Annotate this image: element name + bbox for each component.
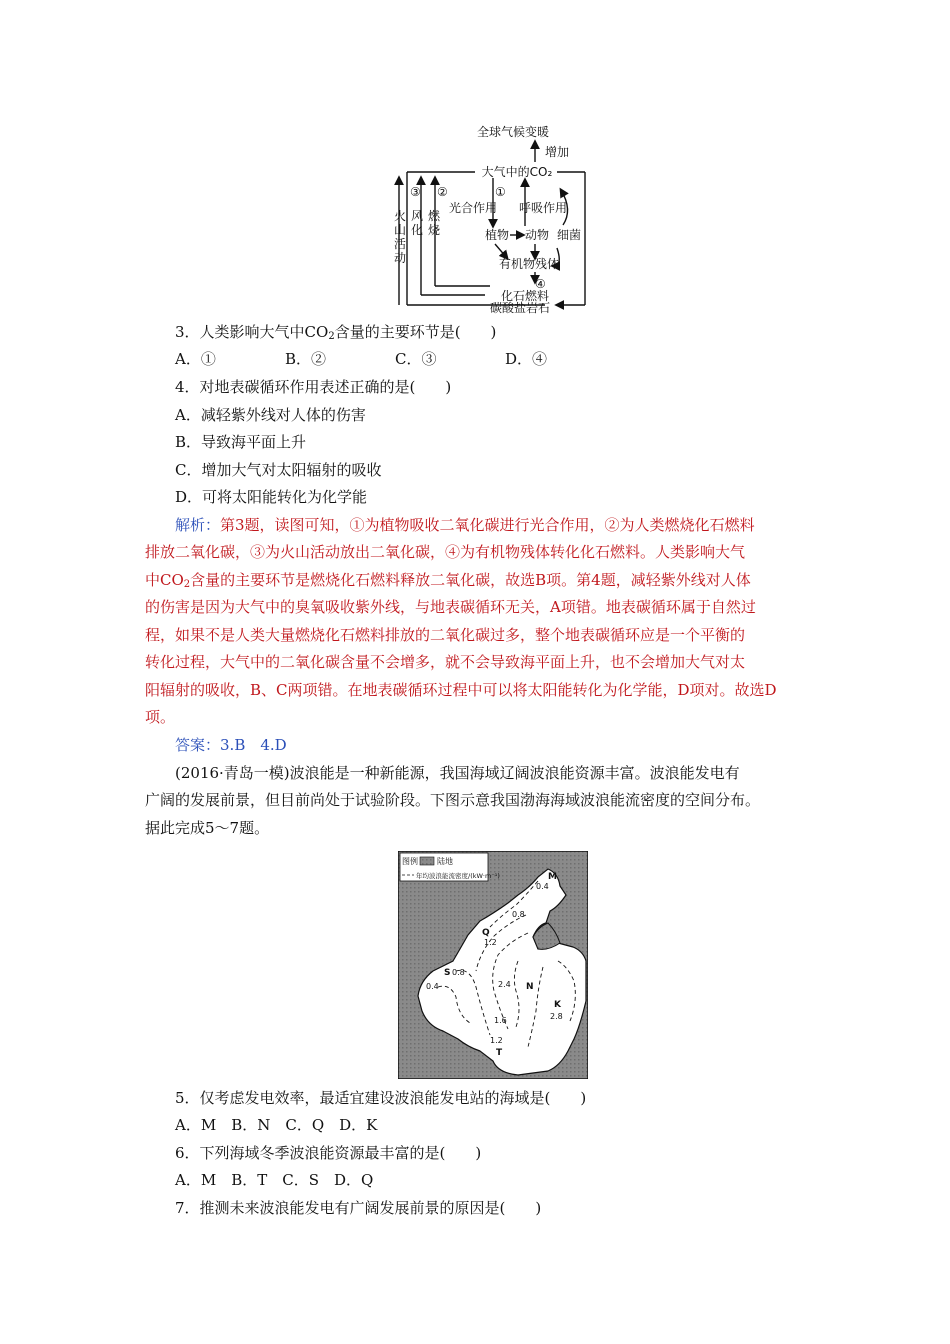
analysis-line-7: 阳辐射的吸收，B、C两项错。在地表碳循环过程中可以将太阳能转化为化学能，D项对。故选D xyxy=(145,681,777,699)
q6-options: A．M B．T C．S D．Q xyxy=(175,1171,374,1189)
diagram-atmosphere: 大气中的CO₂ xyxy=(481,165,553,179)
map-label-Q: Q xyxy=(482,928,490,938)
diagram-respiration: 呼吸作用 xyxy=(518,201,568,215)
q3-stem-b: 含量的主要环节是( ) xyxy=(334,323,497,341)
map-label-K: K xyxy=(554,1000,561,1010)
diagram-bacteria: 细菌 xyxy=(556,228,582,242)
analysis-line-4: 的伤害是因为大气中的臭氧吸收紫外线，与地表碳循环无关，A项错。地表碳循环属于自然过 xyxy=(145,598,756,616)
analysis-line-2: 排放二氧化碳，③为火山活动放出二氧化碳，④为有机物残体转化化石燃料。人类影响大气 xyxy=(145,543,746,561)
q4-option-c: C．增加大气对太阳辐射的吸收 xyxy=(175,461,382,479)
diagram-weathering-0: 风 xyxy=(411,209,424,223)
analysis-text-3b: 含量的主要环节是燃烧化石燃料释放二氧化碳，故选B项。第4题，减轻紫外线对人体 xyxy=(190,571,751,589)
q3-option-a: A．① xyxy=(175,350,216,368)
q3-option-d: D．④ xyxy=(505,350,548,368)
diagram-volcano-3: 动 xyxy=(394,251,407,265)
map-label-28: 2.8 xyxy=(550,1012,563,1021)
intro-line-3: 据此完成5～7题。 xyxy=(145,819,270,837)
wave-energy-map xyxy=(398,851,588,1079)
diagram-volcano-2: 活 xyxy=(394,237,407,251)
analysis-line-8: 项。 xyxy=(145,708,176,726)
q3-options xyxy=(175,349,615,369)
analysis-text-1: 第3题，读图可知，①为植物吸收二氧化碳进行光合作用，②为人类燃烧化石燃料 xyxy=(220,516,755,534)
answer-line xyxy=(175,735,287,755)
diagram-photosynthesis: 光合作用 xyxy=(448,201,498,215)
analysis-text-3sub: 2 xyxy=(183,579,191,590)
q3-option-b: B．② xyxy=(285,350,327,368)
q6-stem: 6．下列海域冬季波浪能资源最丰富的是( ) xyxy=(175,1144,482,1162)
map-label-24: 2.4 xyxy=(498,980,511,989)
q4-option-d: D．可将太阳能转化为化学能 xyxy=(175,488,368,506)
map-label-16: 1.6 xyxy=(494,1016,507,1025)
diagram-top: 全球气候变暖 xyxy=(476,125,550,139)
diagram-n2: ② xyxy=(437,185,448,199)
map-label-12a: 1.2 xyxy=(484,938,497,947)
diagram-burning-1: 烧 xyxy=(428,223,441,237)
answer-value: 3.B 4.D xyxy=(220,736,287,754)
q3-stem xyxy=(175,322,496,347)
q4-option-a: A．减轻紫外线对人体的伤害 xyxy=(175,406,366,424)
analysis-line-3 xyxy=(145,570,751,595)
q3-stem-sub: 2 xyxy=(328,331,335,342)
map-label-04b: 0.4 xyxy=(426,982,439,991)
answer-label: 答案： xyxy=(175,736,221,754)
q4-option-b: B．导致海平面上升 xyxy=(175,433,307,451)
map-label-S: S xyxy=(444,968,451,978)
map-legend-iso-text: 年均波浪能流密度/(kW·m⁻¹) xyxy=(416,872,500,880)
diagram-volcano-1: 山 xyxy=(394,223,407,237)
map-legend-title: 图例 xyxy=(402,857,418,866)
analysis-line-6: 转化过程，大气中的二氧化碳含量不会增多，就不会导致海平面上升，也不会增加大气对太 xyxy=(145,653,746,671)
map-label-12b: 1.2 xyxy=(490,1036,503,1045)
intro-line-2: 广阔的发展前景，但目前尚处于试验阶段。下图示意我国渤海海域波浪能流密度的空间分布。 xyxy=(145,791,761,809)
q7-stem: 7．推测未来波浪能发电有广阔发展前景的原因是( ) xyxy=(175,1199,542,1217)
diagram-burning-0: 燃 xyxy=(428,209,441,223)
map-label-N: N xyxy=(526,982,534,992)
diagram-animals: 动物 xyxy=(524,228,550,242)
carbon-cycle-diagram xyxy=(385,120,605,315)
q5-stem: 5．仅考虑发电效率，最适宜建设波浪能发电站的海域是( ) xyxy=(175,1089,587,1107)
q5-options: A．M B．N C．Q D．K xyxy=(175,1116,378,1134)
diagram-volcano-0: 火 xyxy=(394,209,407,223)
map-legend-swatch xyxy=(420,857,434,865)
map-label-04a: 0.4 xyxy=(536,882,549,891)
map-label-T: T xyxy=(496,1048,503,1058)
analysis-line-1 xyxy=(175,515,755,535)
map-label-M: M xyxy=(548,872,557,882)
analysis-label: 解析： xyxy=(175,516,221,534)
intro-line-1: (2016·青岛一模)波浪能是一种新能源，我国海域辽阔波浪能资源丰富。波浪能发电有 xyxy=(175,764,740,782)
map-label-08a: 0.8 xyxy=(512,910,525,919)
diagram-carbonate: 碳酸盐岩石 xyxy=(489,301,551,315)
q4-stem: 4．对地表碳循环作用表述正确的是( ) xyxy=(175,378,452,396)
map-label-08b: 0.8 xyxy=(452,968,465,977)
analysis-text-3a: 中CO xyxy=(145,571,184,589)
q3-option-c: C．③ xyxy=(395,350,437,368)
diagram-increase: 增加 xyxy=(544,145,570,159)
diagram-weathering-1: 化 xyxy=(411,223,424,237)
diagram-n4: ④ xyxy=(535,277,546,291)
diagram-n1: ① xyxy=(495,185,506,199)
diagram-n3: ③ xyxy=(410,185,421,199)
analysis-line-5: 程，如果不是人类大量燃烧化石燃料排放的二氧化碳过多，整个地表碳循环应是一个平衡的 xyxy=(145,626,746,644)
diagram-fossil: 化石燃料 xyxy=(500,289,550,303)
diagram-plants: 植物 xyxy=(484,228,510,242)
diagram-residue: 有机物残体 xyxy=(498,257,560,271)
map-legend-land: 陆地 xyxy=(437,857,453,866)
q3-stem-a: 3．人类影响大气中CO xyxy=(175,323,329,341)
